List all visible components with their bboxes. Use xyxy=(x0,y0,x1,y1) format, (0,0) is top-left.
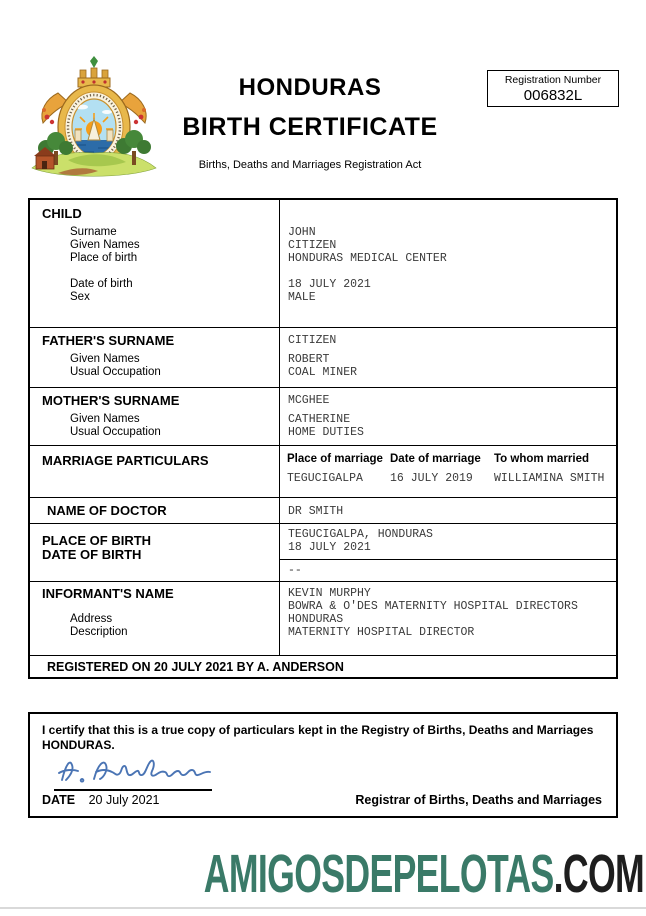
father-section-title: FATHER'S SURNAME xyxy=(42,333,175,348)
watermark xyxy=(204,843,644,905)
to-whom-married-label: To whom married xyxy=(494,453,589,465)
doctor-name-value: DR SMITH xyxy=(288,505,344,518)
country-title: HONDURAS xyxy=(238,74,382,101)
crown-plume xyxy=(90,56,98,68)
registrar-title: Registrar of Births, Deaths and Marriages xyxy=(355,793,602,807)
child-surname-value: JOHN xyxy=(288,226,316,239)
document-title: BIRTH CERTIFICATE xyxy=(182,113,438,141)
marriage-section-title: MARRIAGE PARTICULARS xyxy=(42,453,209,468)
registration-number-box xyxy=(487,70,619,107)
child-given-names-value: CITIZEN xyxy=(288,239,337,252)
mother-occupation-label: Usual Occupation xyxy=(70,426,161,438)
registrar-signature xyxy=(54,752,224,791)
child-section-title: CHILD xyxy=(42,206,82,221)
child-date-of-birth-label: Date of birth xyxy=(70,278,133,290)
father-section xyxy=(30,328,616,388)
mother-given-names-label: Given Names xyxy=(70,413,140,425)
mother-section-title: MOTHER'S SURNAME xyxy=(42,393,180,408)
bottom-divider xyxy=(0,907,646,909)
to-whom-married-value: WILLIAMINA SMITH xyxy=(494,472,605,485)
place-of-marriage-label: Place of marriage xyxy=(287,453,383,465)
child-given-names-label: Given Names xyxy=(70,239,140,251)
informant-address-value: HONDURAS xyxy=(288,613,344,626)
birth-date-value: 18 JULY 2021 xyxy=(288,541,371,554)
marriage-section xyxy=(30,446,616,498)
informant-section-title: INFORMANT'S NAME xyxy=(42,586,174,601)
date-of-birth-title: DATE OF BIRTH xyxy=(42,547,142,562)
informant-section xyxy=(30,582,616,656)
watermark-tld: .COM xyxy=(553,844,644,904)
informant-organisation-value: BOWRA & O'DES MATERNITY HOSPITAL DIRECTORS xyxy=(288,600,578,613)
informant-address-label: Address xyxy=(70,613,113,625)
father-given-names-value: ROBERT xyxy=(288,353,330,366)
informant-name-value: KEVIN MURPHY xyxy=(288,587,371,600)
date-value: 20 July 2021 xyxy=(88,793,160,807)
child-date-of-birth-value: 18 JULY 2021 xyxy=(288,278,371,291)
birth-note-value: -- xyxy=(288,564,302,577)
child-sex-value: MALE xyxy=(288,291,316,304)
header-title-block xyxy=(150,74,470,171)
father-occupation-label: Usual Occupation xyxy=(70,366,161,378)
child-sex-label: Sex xyxy=(70,291,90,303)
child-place-of-birth-value: HONDURAS MEDICAL CENTER xyxy=(288,252,447,265)
child-place-of-birth-label: Place of birth xyxy=(70,252,138,264)
registered-statement: REGISTERED ON 20 JULY 2021 BY A. ANDERSON xyxy=(47,660,344,674)
mother-surname-value: MCGHEE xyxy=(288,394,330,407)
place-of-birth-title: PLACE OF BIRTH xyxy=(42,533,152,548)
honduras-coat-of-arms-icon xyxy=(28,54,160,186)
informant-description-label: Description xyxy=(70,626,128,638)
watermark-name: AMIGOSDEPELOTAS xyxy=(203,844,554,904)
registration-number-label: Registration Number xyxy=(504,73,602,86)
mother-given-names-value: CATHERINE xyxy=(288,413,351,426)
certification-date xyxy=(42,793,159,807)
act-subtitle: Births, Deaths and Marriages Registration Act xyxy=(198,159,422,171)
father-occupation-value: COAL MINER xyxy=(288,366,358,379)
father-surname-value: CITIZEN xyxy=(288,334,337,347)
registration-number-value: 006832L xyxy=(523,86,583,104)
child-surname-label: Surname xyxy=(70,226,117,238)
date-of-marriage-label: Date of marriage xyxy=(390,453,481,465)
certification-box xyxy=(28,712,618,818)
certification-statement: I certify that this is a true copy of particulars kept in the Registry of Births, Deaths and Marriages HONDURAS. xyxy=(42,723,594,752)
birth-registration-section xyxy=(30,524,616,582)
mother-section xyxy=(30,388,616,446)
tower-left xyxy=(75,130,81,141)
child-section xyxy=(30,200,616,328)
doctor-section-title: NAME OF DOCTOR xyxy=(47,503,167,518)
place-of-marriage-value: TEGUCIGALPA xyxy=(287,472,363,485)
date-label: DATE xyxy=(42,793,76,807)
signature-icon xyxy=(54,752,224,790)
birth-place-value: TEGUCIGALPA, HONDURAS xyxy=(288,528,433,541)
date-of-marriage-value: 16 JULY 2019 xyxy=(390,472,473,485)
doctor-section xyxy=(30,498,616,524)
certificate-table xyxy=(28,198,618,679)
father-given-names-label: Given Names xyxy=(70,353,140,365)
tower-right xyxy=(107,130,113,141)
registered-row xyxy=(30,656,616,677)
mother-occupation-value: HOME DUTIES xyxy=(288,426,364,439)
informant-description-value: MATERNITY HOSPITAL DIRECTOR xyxy=(288,626,475,639)
